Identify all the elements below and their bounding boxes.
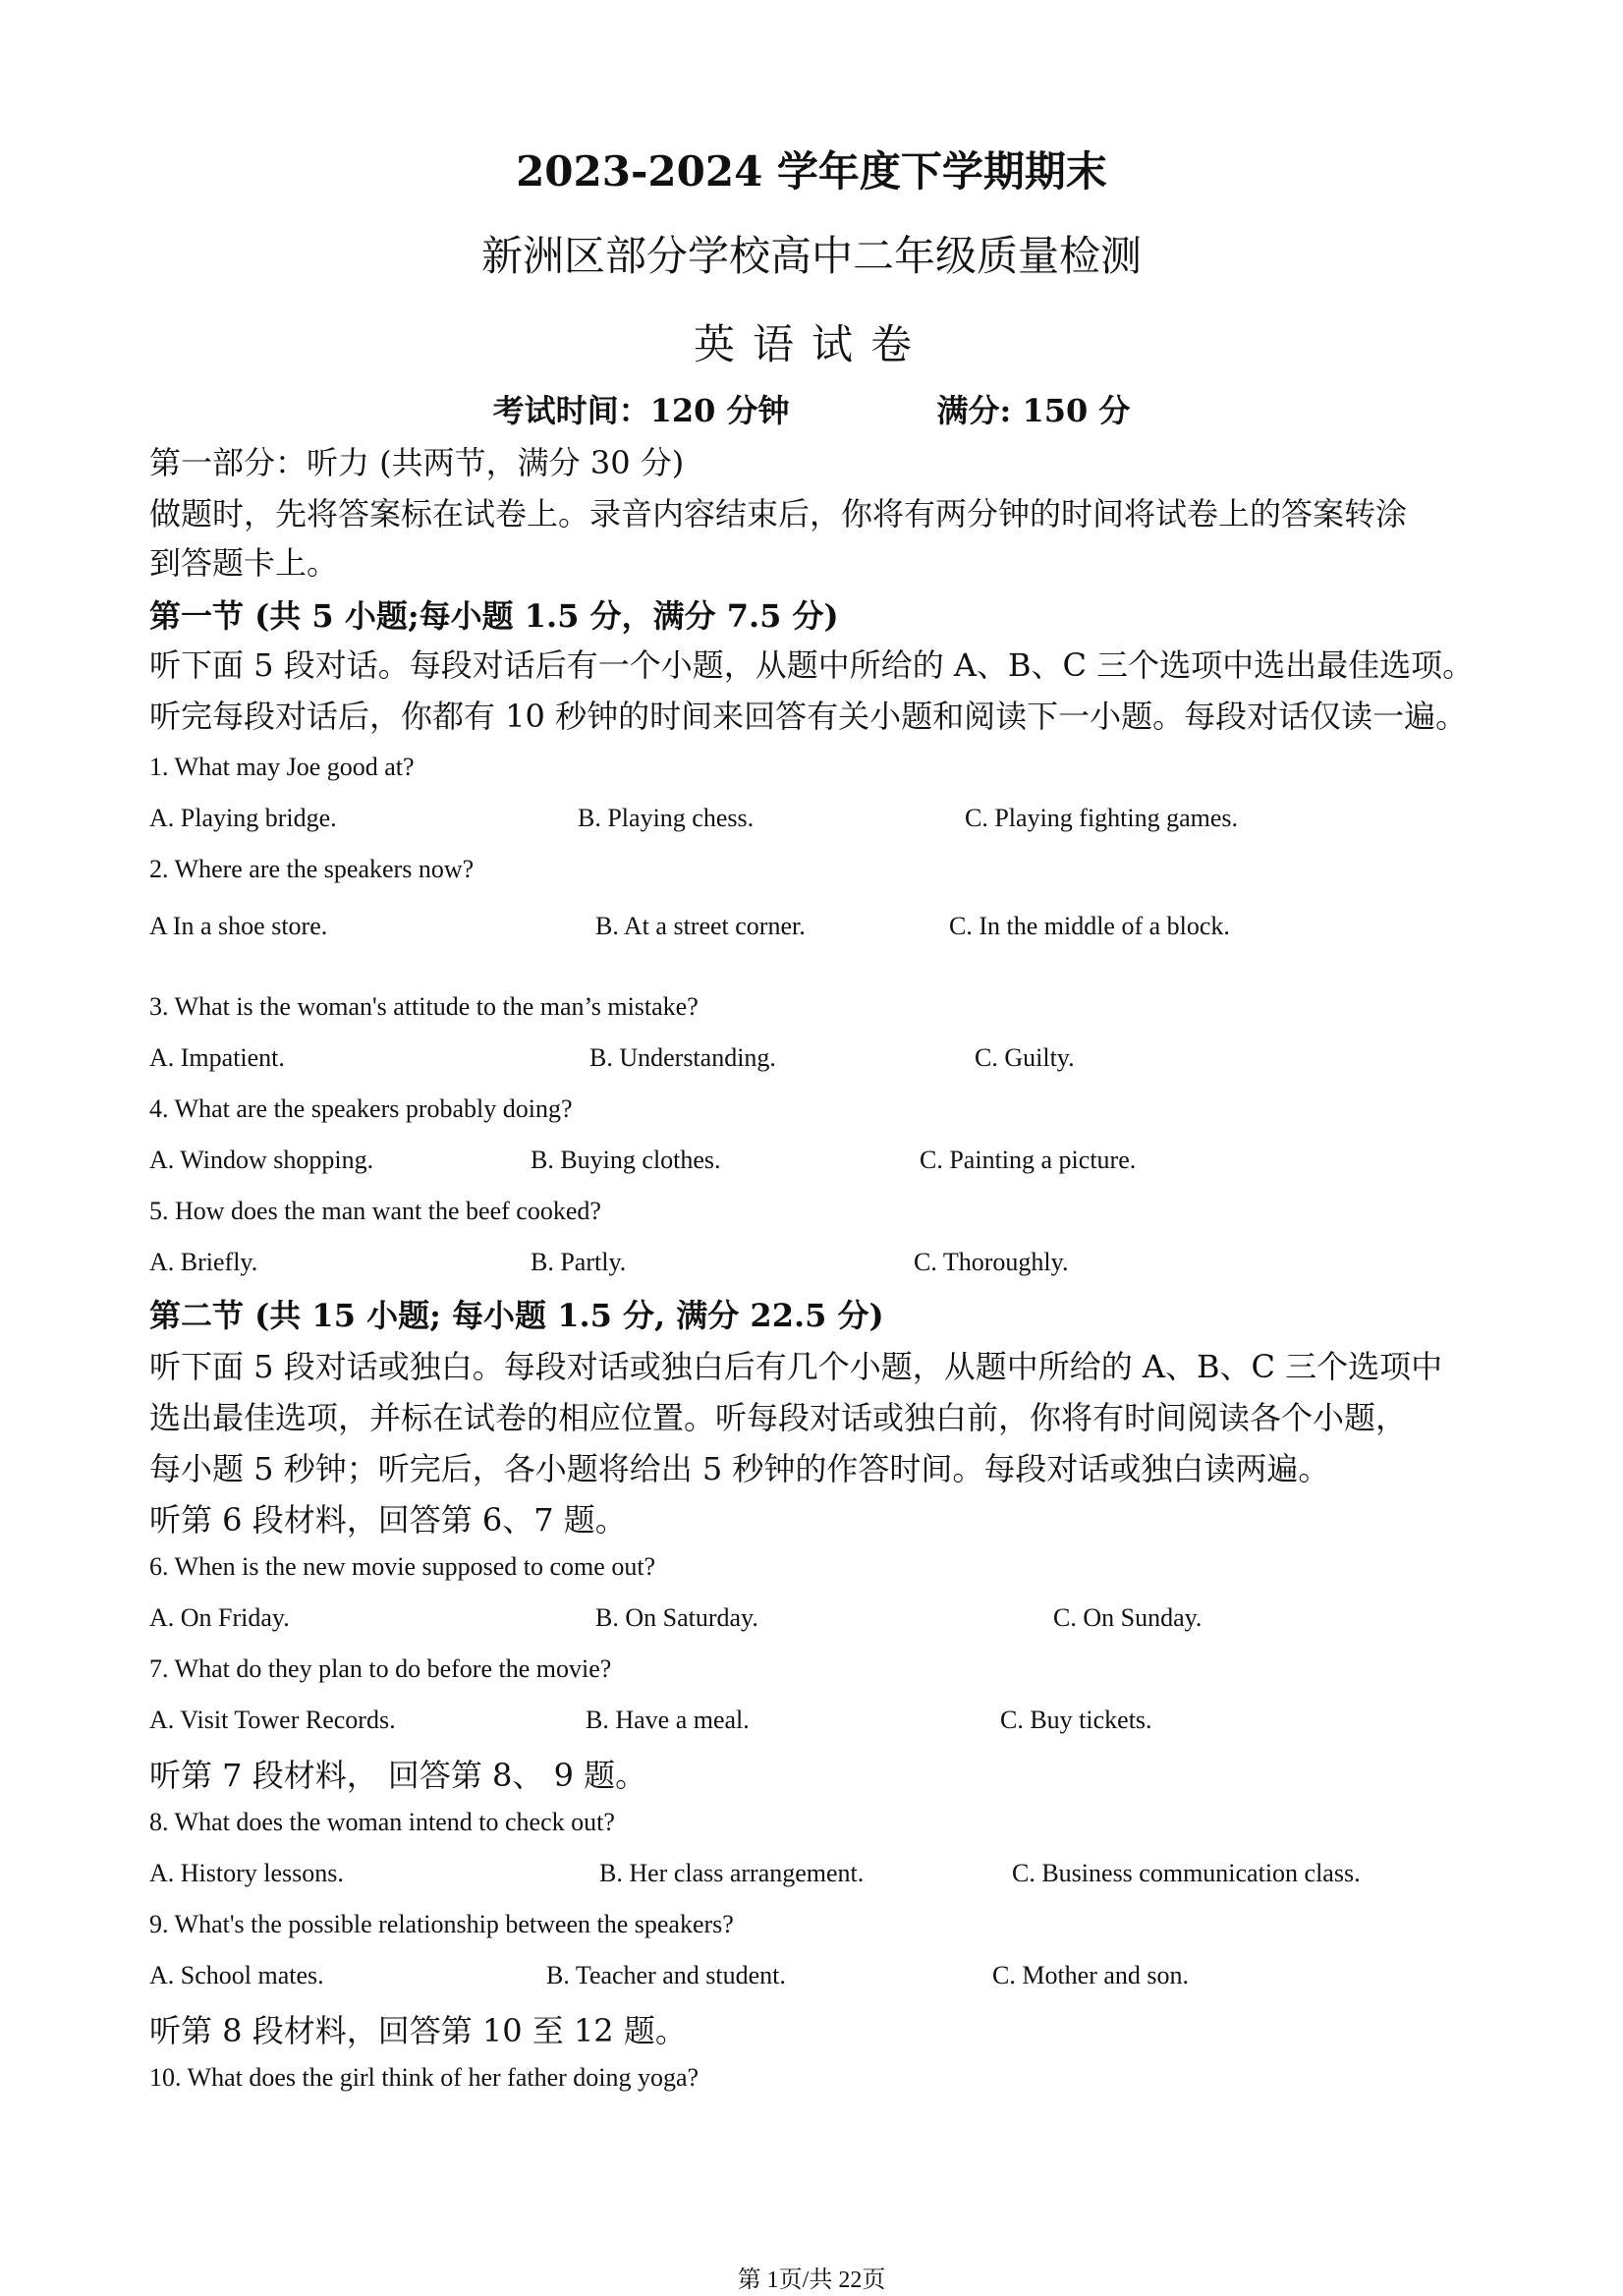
- q9-option-c: C. Mother and son.: [992, 1961, 1190, 1989]
- q4-option-b: B. Buying clothes.: [531, 1146, 721, 1174]
- q8-option-c: C. Business communication class.: [1012, 1859, 1361, 1887]
- q1-option-b: B. Playing chess.: [578, 804, 755, 832]
- q8-option-b: B. Her class arrangement.: [599, 1859, 865, 1887]
- q7-option-c: C. Buy tickets.: [1000, 1706, 1152, 1734]
- question-10: 10. What does the girl think of her father doing yoga?: [149, 2063, 700, 2092]
- q5-option-b: B. Partly.: [531, 1248, 627, 1276]
- q1-option-a: A. Playing bridge.: [149, 804, 337, 832]
- full-score: 满分: 150 分: [936, 392, 1131, 429]
- exam-title-school: 新洲区部分学校高中二年级质量检测: [480, 232, 1142, 280]
- q9-option-a: A. School mates.: [149, 1961, 324, 1989]
- q7-option-b: B. Have a meal.: [586, 1706, 750, 1734]
- q4-option-c: C. Painting a picture.: [920, 1146, 1137, 1174]
- q8-option-a: A. History lessons.: [149, 1859, 344, 1887]
- q7-option-a: A. Visit Tower Records.: [149, 1706, 396, 1734]
- q5-option-c: C. Thoroughly.: [914, 1248, 1069, 1276]
- q2-option-c: C. In the middle of a block.: [949, 912, 1230, 940]
- question-5: 5. How does the man want the beef cooked?: [149, 1197, 601, 1225]
- question-7: 7. What do they plan to do before the movie?: [149, 1654, 612, 1683]
- section2-heading: 第二节 (共 15 小题; 每小题 1.5 分, 满分 22.5 分): [149, 1297, 884, 1334]
- q9-option-b: B. Teacher and student.: [546, 1961, 786, 1989]
- q3-option-b: B. Understanding.: [589, 1043, 776, 1072]
- question-2: 2. Where are the speakers now?: [149, 855, 475, 883]
- question-9: 9. What's the possible relationship between the speakers?: [149, 1910, 734, 1938]
- question-1: 1. What may Joe good at?: [149, 753, 415, 781]
- question-4: 4. What are the speakers probably doing?: [149, 1094, 573, 1123]
- exam-time: 考试时间：120 分钟: [492, 392, 790, 429]
- exam-title-year: 2023-2024 学年度下学期期末: [516, 147, 1107, 196]
- question-8: 8. What does the woman intend to check out?: [149, 1808, 615, 1836]
- section2-instruction-2: 选出最佳选项，并标在试卷的相应位置。听每段对话或独白前，你将有时间阅读各个小题，: [149, 1399, 1408, 1436]
- question-6: 6. When is the new movie supposed to come out?: [149, 1552, 656, 1581]
- part1-instruction-1: 做题时，先将答案标在试卷上。录音内容结束后，你将有两分钟的时间将试卷上的答案转涂: [149, 495, 1408, 532]
- q6-option-a: A. On Friday.: [149, 1603, 290, 1632]
- q6-option-c: C. On Sunday.: [1053, 1603, 1203, 1632]
- section2-instruction-1: 听下面 5 段对话或独白。每段对话或独白后有几个小题，从题中所给的 A、B、C 三个选项中: [149, 1348, 1443, 1385]
- question-3: 3. What is the woman's attitude to the man’s mistake?: [149, 992, 699, 1021]
- q3-option-c: C. Guilty.: [975, 1043, 1075, 1072]
- q2-option-a: A In a shoe store.: [149, 912, 328, 940]
- q5-option-a: A. Briefly.: [149, 1248, 258, 1276]
- exam-title-subject: 英语试卷: [693, 320, 929, 368]
- section1-instruction-2: 听完每段对话后，你都有 10 秒钟的时间来回答有关小题和阅读下一小题。每段对话仅读一遍。: [149, 698, 1468, 735]
- q3-option-a: A. Impatient.: [149, 1043, 285, 1072]
- q1-option-c: C. Playing fighting games.: [965, 804, 1239, 832]
- material-6-heading: 听第 6 段材料，回答第 6、7 题。: [149, 1501, 627, 1539]
- section1-heading: 第一节 (共 5 小题;每小题 1.5 分，满分 7.5 分): [149, 597, 839, 635]
- q4-option-a: A. Window shopping.: [149, 1146, 374, 1174]
- page-number: 第 1页/共 22页: [737, 2268, 886, 2293]
- q2-option-b: B. At a street corner.: [595, 912, 806, 940]
- q6-option-b: B. On Saturday.: [595, 1603, 758, 1632]
- exam-info: [0, 386, 1623, 431]
- part1-heading: 第一部分：听力 (共两节，满分 30 分): [149, 444, 685, 481]
- section2-instruction-3: 每小题 5 秒钟；听完后，各小题将给出 5 秒钟的作答时间。每段对话或独白读两遍。: [149, 1450, 1330, 1487]
- material-7-heading: 听第 7 段材料， 回答第 8、 9 题。: [149, 1757, 647, 1794]
- material-8-heading: 听第 8 段材料，回答第 10 至 12 题。: [149, 2012, 687, 2049]
- part1-instruction-2: 到答题卡上。: [149, 544, 339, 582]
- section1-instruction-1: 听下面 5 段对话。每段对话后有一个小题，从题中所给的 A、B、C 三个选项中选出最佳选项。: [149, 646, 1475, 684]
